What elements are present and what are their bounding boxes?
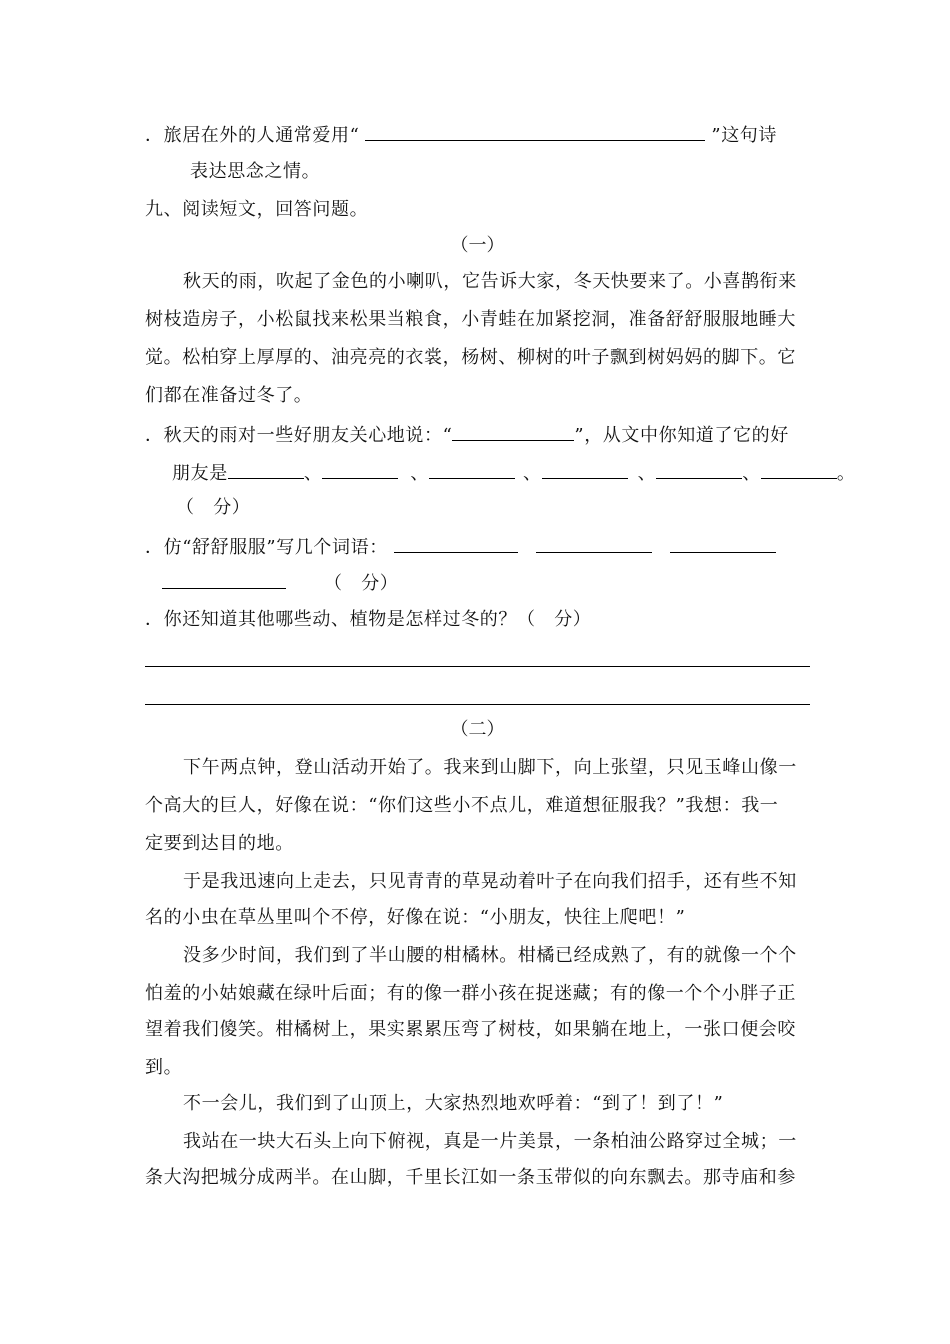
part2-para-line: 我站在一块大石头上向下俯视，真是一片美景，一条柏油公路穿过全城；一	[183, 1131, 797, 1152]
poem-answer-blank[interactable]	[365, 122, 705, 141]
poem-question-text-b: ”这句诗	[711, 125, 778, 146]
part1-para-line: 觉。松柏穿上厚厚的、油亮亮的衣裳，杨树、柳树的叶子飘到树妈妈的脚下。它	[145, 347, 796, 368]
question-1-text-a: ．秋天的雨对一些好朋友关心地说：“	[145, 425, 453, 446]
answer-line[interactable]	[145, 704, 810, 705]
friend-blank[interactable]	[761, 460, 837, 479]
friend-blank[interactable]	[322, 460, 398, 479]
friend-blank[interactable]	[429, 460, 515, 479]
section-heading: 九、阅读短文，回答问题。	[145, 199, 369, 220]
question-3: ．你还知道其他哪些动、植物是怎样过冬的？（ 分）	[145, 609, 592, 630]
question-2-cont	[162, 570, 398, 596]
separator: 、	[742, 463, 761, 484]
question-2	[145, 534, 776, 560]
part2-para-line: 到。	[145, 1057, 183, 1078]
friend-blank[interactable]	[228, 460, 304, 479]
part2-para-line: 望着我们傻笑。柑橘树上，果实累累压弯了树枝，如果躺在地上，一张口便会咬	[145, 1019, 796, 1040]
part2-para-line: 名的小虫在草丛里叫个不停，好像在说：“小朋友，快往上爬吧！”	[145, 907, 686, 928]
poem-question	[145, 122, 777, 148]
friends-row	[172, 460, 855, 486]
separator: 、	[410, 463, 430, 484]
score-label: （ 分）	[176, 497, 251, 518]
question-1-text-b: ”，从文中你知道了它的好	[574, 425, 789, 446]
part1-title: （一）	[450, 235, 505, 256]
answer-line[interactable]	[145, 666, 810, 667]
separator: 、	[523, 463, 542, 484]
part2-para-line: 不一会儿，我们到了山顶上，大家热烈地欢呼着：“到了！到了！”	[183, 1093, 724, 1114]
part1-para-line: 们都在准备过冬了。	[145, 385, 313, 406]
part2-para-line: 条大沟把城分成两半。在山脚，千里长江如一条玉带似的向东飘去。那寺庙和参	[145, 1167, 796, 1188]
part1-para-line: 秋天的雨，吹起了金色的小喇叭，它告诉大家，冬天快要来了。小喜鹊衔来	[183, 271, 797, 292]
question-2-text: ．仿“舒舒服服”写几个词语：	[145, 537, 388, 558]
poem-question-text-a: ．旅居在外的人通常爱用“	[145, 125, 360, 146]
part2-para-line: 于是我迅速向上走去，只见青青的草晃动着叶子在向我们招手，还有些不知	[183, 871, 797, 892]
friend-blank[interactable]	[656, 460, 742, 479]
quote-blank[interactable]	[452, 422, 574, 441]
part2-para-line: 怕羞的小姑娘藏在绿叶后面；有的像一群小孩在捉迷藏；有的像一个个小胖子正	[145, 983, 796, 1004]
part2-para-line: 下午两点钟，登山活动开始了。我来到山脚下，向上张望，只见玉峰山像一	[183, 757, 797, 778]
part2-para-line: 定要到达目的地。	[145, 833, 294, 854]
separator: 、	[637, 463, 657, 484]
friend-blank[interactable]	[542, 460, 628, 479]
question-1	[145, 422, 789, 448]
score-label: （ 分）	[324, 573, 399, 594]
part1-para-line: 树枝造房子，小松鼠找来松果当粮食，小青蛙在加紧挖洞，准备舒舒服服地睡大	[145, 309, 796, 330]
word-blank[interactable]	[536, 534, 652, 553]
part2-title: （二）	[450, 719, 505, 740]
period: 。	[836, 463, 856, 484]
friends-label: 朋友是	[172, 463, 228, 484]
poem-question-cont: 表达思念之情。	[190, 161, 321, 182]
word-blank[interactable]	[670, 534, 776, 553]
part2-para-line: 个高大的巨人，好像在说：“你们这些小不点儿，难道想征服我？”我想：我一	[145, 795, 779, 816]
part2-para-line: 没多少时间，我们到了半山腰的柑橘林。柑橘已经成熟了，有的就像一个个	[183, 945, 797, 966]
separator: 、	[303, 463, 323, 484]
word-blank[interactable]	[394, 534, 518, 553]
word-blank[interactable]	[162, 570, 286, 589]
